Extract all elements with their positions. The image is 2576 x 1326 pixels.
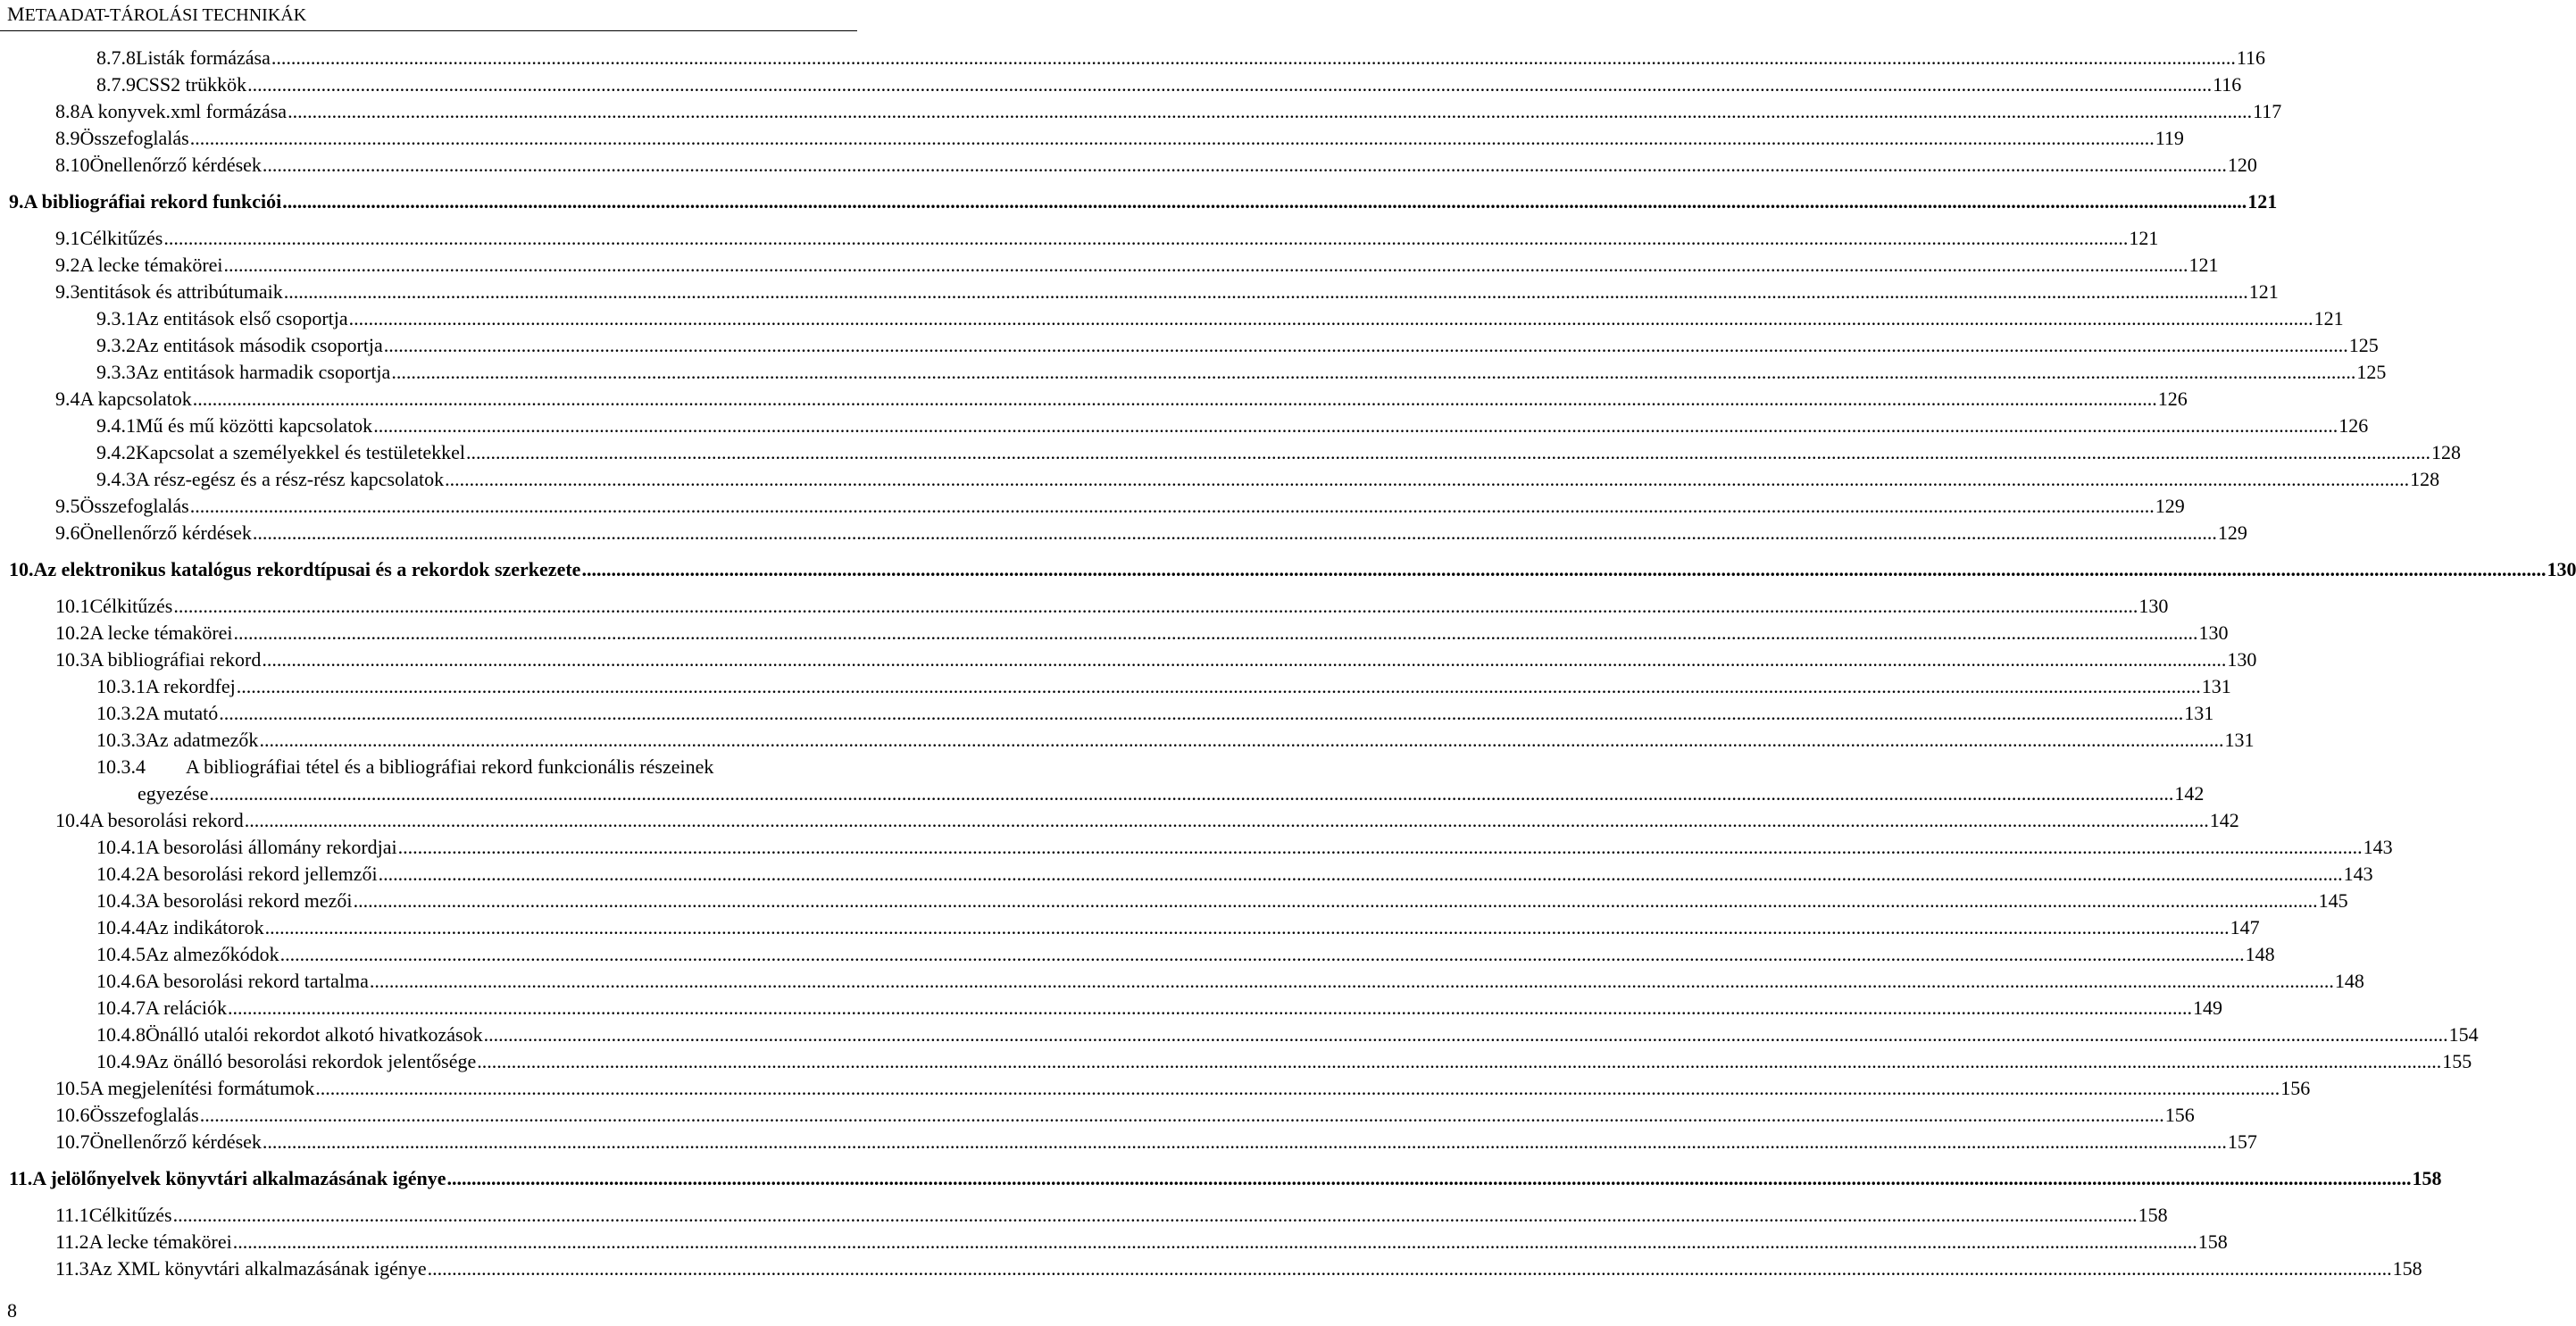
toc-entry-page: 130: [2227, 648, 2257, 671]
toc-entry: [55, 1075, 2311, 1102]
toc-leader-dots: ................................................................................................................................................................................................................................................................................................................................................................................................................: [189, 127, 2155, 149]
toc-entry-page: 149: [2193, 997, 2223, 1019]
toc-entry: [96, 305, 2344, 332]
toc-entry-page: 128: [2430, 441, 2461, 463]
toc-entry-page: 158: [2138, 1204, 2168, 1226]
toc-entry-number: 10.4: [55, 809, 90, 831]
toc-entry-page: 121: [2129, 227, 2159, 249]
toc-entry: [96, 359, 2387, 386]
toc-entry: [55, 98, 2282, 125]
toc-entry-title: Önellenőrző kérdések: [89, 154, 262, 176]
toc-entry-title: Önellenőrző kérdések: [79, 521, 252, 544]
toc-entry-number: 10.1: [55, 595, 90, 617]
header-rule: [0, 30, 857, 31]
toc-entry-number: 9.3: [55, 280, 80, 303]
toc-entry-number: 9.4.2: [96, 441, 136, 463]
toc-entry-title: CSS2 trükkök: [136, 73, 247, 96]
toc-chapter-entry: [9, 556, 2576, 583]
toc-entry-page: 121: [2248, 280, 2279, 303]
toc-entry-number: 10.4.9: [96, 1050, 146, 1072]
toc-leader-dots: ................................................................................................................................................................................................................................................................................................................................................................................................................: [228, 997, 2193, 1019]
toc-leader-dots: ................................................................................................................................................................................................................................................................................................................................................................................................................: [232, 1230, 2197, 1253]
toc-leader-dots: ................................................................................................................................................................................................................................................................................................................................................................................................................: [264, 916, 2230, 938]
toc-entry-title: Összefoglalás: [79, 127, 189, 149]
toc-entry-page: 142: [2209, 809, 2239, 831]
toc-entry-title-continuation: egyezése: [138, 782, 209, 805]
toc-entry-number: 8.8: [55, 100, 80, 122]
toc-entry-number: 10.3: [55, 648, 90, 671]
toc-entry: [96, 45, 2266, 71]
toc-entry-title: Kapcsolat a személyekkel és testületekkel: [136, 441, 465, 463]
toc-entry-page: 145: [2318, 889, 2348, 912]
toc-entry-number: 9.2: [55, 254, 80, 276]
toc-entry-title: A megjelenítési formátumok: [89, 1077, 315, 1099]
toc-leader-dots: ................................................................................................................................................................................................................................................................................................................................................................................................................: [477, 1050, 2442, 1072]
toc-entry: [96, 968, 2364, 995]
toc-entry-title: Az entitások harmadik csoportja: [136, 361, 391, 383]
toc-entry-title: A besorolási állomány rekordjai: [146, 836, 397, 858]
toc-entry-title: A besorolási rekord jellemzői: [146, 863, 378, 885]
toc-entry-page: 148: [2334, 970, 2364, 992]
toc-leader-dots: ................................................................................................................................................................................................................................................................................................................................................................................................................: [283, 280, 2248, 303]
toc-leader-dots: ................................................................................................................................................................................................................................................................................................................................................................................................................: [236, 675, 2201, 697]
toc-entry-page: 131: [2184, 702, 2214, 724]
toc-entry-title: A konyvek.xml formázása: [79, 100, 288, 122]
toc-entry-page: 155: [2442, 1050, 2472, 1072]
toc-leader-dots: ................................................................................................................................................................................................................................................................................................................................................................................................................: [247, 73, 2213, 96]
toc-leader-dots: ................................................................................................................................................................................................................................................................................................................................................................................................................: [209, 782, 2174, 805]
toc-entry: [55, 252, 2219, 279]
toc-entry-number: 9.1: [55, 227, 80, 249]
toc-entry-number: 10.: [9, 558, 34, 580]
toc-leader-dots: ................................................................................................................................................................................................................................................................................................................................................................................................................: [262, 648, 2227, 671]
toc-leader-dots: ................................................................................................................................................................................................................................................................................................................................................................................................................: [163, 227, 2129, 249]
toc-leader-dots: ................................................................................................................................................................................................................................................................................................................................................................................................................: [315, 1077, 2280, 1099]
toc-entry: [55, 386, 2188, 413]
toc-entry: [55, 646, 2257, 673]
toc-entry-title: Az indikátorok: [146, 916, 264, 938]
toc-leader-dots: ................................................................................................................................................................................................................................................................................................................................................................................................................: [233, 621, 2198, 644]
toc-entry-number: 9.3.2: [96, 334, 136, 356]
toc-entry-page: 147: [2230, 916, 2260, 938]
toc-entry-page: 142: [2174, 782, 2205, 805]
toc-entry-page: 129: [2217, 521, 2247, 544]
toc-entry: [55, 125, 2184, 152]
toc-entry: [96, 332, 2379, 359]
toc-entry-title: Célkitűzés: [89, 595, 173, 617]
toc-entry: [96, 71, 2242, 98]
toc-leader-dots: ................................................................................................................................................................................................................................................................................................................................................................................................................: [244, 809, 2209, 831]
toc-entry-number: 10.4.4: [96, 916, 146, 938]
toc-entry-page: 125: [2356, 361, 2387, 383]
toc-entry: [96, 1048, 2472, 1075]
toc-entry-title: A mutató: [146, 702, 219, 724]
toc-leader-dots: ................................................................................................................................................................................................................................................................................................................................................................................................................: [445, 468, 2410, 490]
toc-leader-dots: ................................................................................................................................................................................................................................................................................................................................................................................................................: [262, 1130, 2227, 1153]
toc-entry-title: Az adatmezők: [146, 729, 259, 751]
toc-entry-title: A besorolási rekord tartalma: [146, 970, 369, 992]
toc-entry-number: 10.3.4: [96, 755, 146, 778]
toc-leader-dots: ................................................................................................................................................................................................................................................................................................................................................................................................................: [369, 970, 2334, 992]
toc-entry-number: 10.5: [55, 1077, 90, 1099]
toc-entry-title: A rekordfej: [146, 675, 236, 697]
toc-entry-page: 154: [2448, 1023, 2479, 1046]
toc-entry-number: 9.3.3: [96, 361, 136, 383]
toc-leader-dots: ................................................................................................................................................................................................................................................................................................................................................................................................................: [259, 729, 2224, 751]
header-title-rest: ETAADAT-TÁROLÁSI TECHNIKÁK: [24, 5, 307, 25]
toc-entry-title: A relációk: [146, 997, 228, 1019]
toc-entry-title: Összefoglalás: [89, 1104, 199, 1126]
toc-entry-title: Célkitűzés: [88, 1204, 172, 1226]
toc-entry-page: 121: [2313, 307, 2344, 329]
toc-entry-page: 143: [2343, 863, 2373, 885]
header-title-initial: M: [7, 3, 25, 25]
toc-entry-title: Célkitűzés: [79, 227, 163, 249]
toc-leader-dots: ................................................................................................................................................................................................................................................................................................................................................................................................................: [252, 521, 2217, 544]
toc-entry-number: 10.7: [55, 1130, 90, 1153]
toc-leader-dots: ................................................................................................................................................................................................................................................................................................................................................................................................................: [397, 836, 2363, 858]
toc-entry-title: A lecke témakörei: [79, 254, 223, 276]
toc-leader-dots: ................................................................................................................................................................................................................................................................................................................................................................................................................: [446, 1167, 2412, 1189]
toc-entry-page: 128: [2410, 468, 2440, 490]
toc-entry-title: Az entitások második csoportja: [136, 334, 383, 356]
toc-entry-page: 121: [2247, 190, 2278, 213]
toc-leader-dots: ................................................................................................................................................................................................................................................................................................................................................................................................................: [173, 595, 2138, 617]
toc-entry-number: 9.4.1: [96, 414, 136, 437]
toc-leader-dots: ................................................................................................................................................................................................................................................................................................................................................................................................................: [199, 1104, 2164, 1126]
toc-entry-title: Listák formázása: [136, 46, 271, 69]
toc-leader-dots: ................................................................................................................................................................................................................................................................................................................................................................................................................: [581, 558, 2547, 580]
toc-entry: [55, 593, 2169, 620]
toc-entry-title: A jelölőnyelvek könyvtári alkalmazásának igénye: [32, 1167, 446, 1189]
toc-leader-dots: ................................................................................................................................................................................................................................................................................................................................................................................................................: [282, 190, 2247, 213]
toc-entry-number: 10.4.7: [96, 997, 146, 1019]
toc-leader-dots: ................................................................................................................................................................................................................................................................................................................................................................................................................: [465, 441, 2430, 463]
toc-entry-page: 126: [2338, 414, 2369, 437]
toc-entry-title: A bibliográfiai tétel és a bibliográfiai rekord funkcionális részeinek: [186, 755, 714, 778]
toc-entry-page: 117: [2253, 100, 2282, 122]
toc-entry-page: 129: [2155, 495, 2185, 517]
toc-entry: [96, 700, 2214, 727]
toc-entry-page: 158: [2392, 1257, 2422, 1280]
toc-entry: [96, 727, 2255, 754]
toc-entry-number: 8.7.8: [96, 46, 136, 69]
toc-entry-title: A bibliográfiai rekord: [89, 648, 262, 671]
toc-entry-number: 10.4.5: [96, 943, 146, 965]
toc-entry-page: 148: [2245, 943, 2275, 965]
toc-entry: [55, 493, 2185, 520]
toc-entry: [96, 413, 2369, 439]
toc-leader-dots: ................................................................................................................................................................................................................................................................................................................................................................................................................: [378, 863, 2343, 885]
toc-entry-number: 10.4.8: [96, 1023, 146, 1046]
toc-entry-page: 156: [2280, 1077, 2311, 1099]
toc-entry-title: Önálló utalói rekordot alkotó hivatkozások: [146, 1023, 483, 1046]
toc-entry-page: 143: [2363, 836, 2393, 858]
toc-entry-number: 9.4.3: [96, 468, 136, 490]
toc-entry: [96, 995, 2223, 1022]
toc-entry-page: 130: [2547, 558, 2576, 580]
toc-entry-page: 125: [2348, 334, 2379, 356]
toc-entry-number: 11.1: [55, 1204, 89, 1226]
toc-entry: [96, 1022, 2479, 1048]
toc-entry-number: 10.2: [55, 621, 90, 644]
toc-leader-dots: ................................................................................................................................................................................................................................................................................................................................................................................................................: [353, 889, 2318, 912]
toc-entry-title: Az XML könyvtári alkalmazásának igénye: [88, 1257, 427, 1280]
toc-leader-dots: ................................................................................................................................................................................................................................................................................................................................................................................................................: [288, 100, 2253, 122]
toc-entry-page: 158: [2197, 1230, 2228, 1253]
toc-leader-dots: ................................................................................................................................................................................................................................................................................................................................................................................................................: [192, 388, 2157, 410]
toc-entry: [55, 1202, 2168, 1229]
toc-entry-number: 9.4: [55, 388, 80, 410]
toc-entry-page: 121: [2188, 254, 2219, 276]
toc-entry-page: 156: [2164, 1104, 2195, 1126]
toc-entry-page: 119: [2155, 127, 2184, 149]
toc-entry-number: 11.2: [55, 1230, 89, 1253]
toc-entry: [96, 466, 2440, 493]
toc-entry-number: 10.4.6: [96, 970, 146, 992]
toc-leader-dots: ................................................................................................................................................................................................................................................................................................................................................................................................................: [373, 414, 2338, 437]
toc-leader-dots: ................................................................................................................................................................................................................................................................................................................................................................................................................: [483, 1023, 2448, 1046]
toc-entry-page: 120: [2227, 154, 2257, 176]
toc-entry-page: 116: [2236, 46, 2266, 69]
toc-entry-title: Összefoglalás: [79, 495, 189, 517]
toc-entry-number: 10.4.3: [96, 889, 146, 912]
toc-entry: [55, 225, 2159, 252]
toc-entry-page: 130: [2198, 621, 2229, 644]
toc-entry-number: 11.: [9, 1167, 33, 1189]
toc-entry-title: Az almezőkódok: [146, 943, 279, 965]
toc-leader-dots: ................................................................................................................................................................................................................................................................................................................................................................................................................: [223, 254, 2188, 276]
toc-entry: [96, 888, 2348, 914]
toc-entry: [55, 620, 2229, 646]
toc-entry-number: 8.7.9: [96, 73, 136, 96]
toc-leader-dots: ................................................................................................................................................................................................................................................................................................................................................................................................................: [262, 154, 2227, 176]
toc-entry-number: 10.6: [55, 1104, 90, 1126]
toc-entry: [96, 754, 841, 780]
toc-entry-page: 130: [2138, 595, 2169, 617]
toc-entry-title: A bibliográfiai rekord funkciói: [23, 190, 282, 213]
toc-entry-page: 158: [2412, 1167, 2442, 1189]
toc-entry: [55, 1129, 2257, 1155]
toc-entry-page: 131: [2224, 729, 2255, 751]
toc-entry: [55, 807, 2239, 834]
toc-entry-title: A kapcsolatok: [79, 388, 192, 410]
toc-entry-number: 9.5: [55, 495, 80, 517]
toc-entry-title: A besorolási rekord: [89, 809, 244, 831]
toc-leader-dots: ................................................................................................................................................................................................................................................................................................................................................................................................................: [279, 943, 2245, 965]
toc-entry-number: 10.4.1: [96, 836, 146, 858]
toc-entry-number: 8.9: [55, 127, 80, 149]
toc-leader-dots: ................................................................................................................................................................................................................................................................................................................................................................................................................: [271, 46, 2236, 69]
toc-chapter-entry: [9, 188, 2278, 215]
toc-entry-title: A rész-egész és a rész-rész kapcsolatok: [136, 468, 445, 490]
toc-leader-dots: ................................................................................................................................................................................................................................................................................................................................................................................................................: [219, 702, 2184, 724]
toc-entry-title: entitások és attribútumaik: [79, 280, 283, 303]
toc-leader-dots: ................................................................................................................................................................................................................................................................................................................................................................................................................: [172, 1204, 2138, 1226]
toc-entry-page: 131: [2201, 675, 2231, 697]
toc-entry-page: 157: [2227, 1130, 2257, 1153]
toc-entry-title: Az önálló besorolási rekordok jelentősége: [146, 1050, 477, 1072]
toc-entry: [55, 1229, 2228, 1255]
toc-entry-number: 10.3.1: [96, 675, 146, 697]
toc-entry-title: Az elektronikus katalógus rekordtípusai és a rekordok szerkezete: [33, 558, 581, 580]
toc-entry-continuation: [138, 780, 2205, 807]
toc-entry: [96, 673, 2231, 700]
toc-leader-dots: ................................................................................................................................................................................................................................................................................................................................................................................................................: [189, 495, 2155, 517]
toc-entry-number: 10.3.2: [96, 702, 146, 724]
toc-entry: [55, 1102, 2195, 1129]
toc-entry-page: 116: [2213, 73, 2242, 96]
toc-leader-dots: ................................................................................................................................................................................................................................................................................................................................................................................................................: [383, 334, 2348, 356]
toc-entry-number: 9.3.1: [96, 307, 136, 329]
toc-entry-number: 8.10: [55, 154, 90, 176]
toc-entry-title: A besorolási rekord mezői: [146, 889, 353, 912]
toc-entry-title: Önellenőrző kérdések: [89, 1130, 262, 1153]
toc-entry: [96, 861, 2373, 888]
toc-entry-number: 11.3: [55, 1257, 89, 1280]
toc-chapter-entry: [9, 1165, 2442, 1192]
toc-leader-dots: ................................................................................................................................................................................................................................................................................................................................................................................................................: [348, 307, 2313, 329]
toc-entry-page: 126: [2157, 388, 2188, 410]
toc-entry-number: 10.3.3: [96, 729, 146, 751]
toc-leader-dots: ................................................................................................................................................................................................................................................................................................................................................................................................................: [391, 361, 2356, 383]
toc-entry: [55, 1255, 2422, 1282]
toc-entry: [55, 520, 2247, 546]
toc-entry-title: A lecke témakörei: [89, 621, 233, 644]
toc-entry: [55, 279, 2279, 305]
toc-entry: [55, 152, 2257, 179]
toc-leader-dots: ................................................................................................................................................................................................................................................................................................................................................................................................................: [427, 1257, 2392, 1280]
toc-entry: [96, 439, 2461, 466]
page-number: 8: [7, 1299, 17, 1322]
toc-entry-title: A lecke témakörei: [88, 1230, 232, 1253]
running-header: [7, 0, 850, 34]
toc-entry: [96, 834, 2393, 861]
toc-entry-number: 9.6: [55, 521, 80, 544]
toc-entry-title: Az entitások első csoportja: [136, 307, 348, 329]
toc-entry-title: Mű és mű közötti kapcsolatok: [136, 414, 373, 437]
toc-entry-number: 10.4.2: [96, 863, 146, 885]
toc-entry: [96, 941, 2275, 968]
toc-entry: [96, 914, 2260, 941]
toc-entry-number: 9.: [9, 190, 24, 213]
